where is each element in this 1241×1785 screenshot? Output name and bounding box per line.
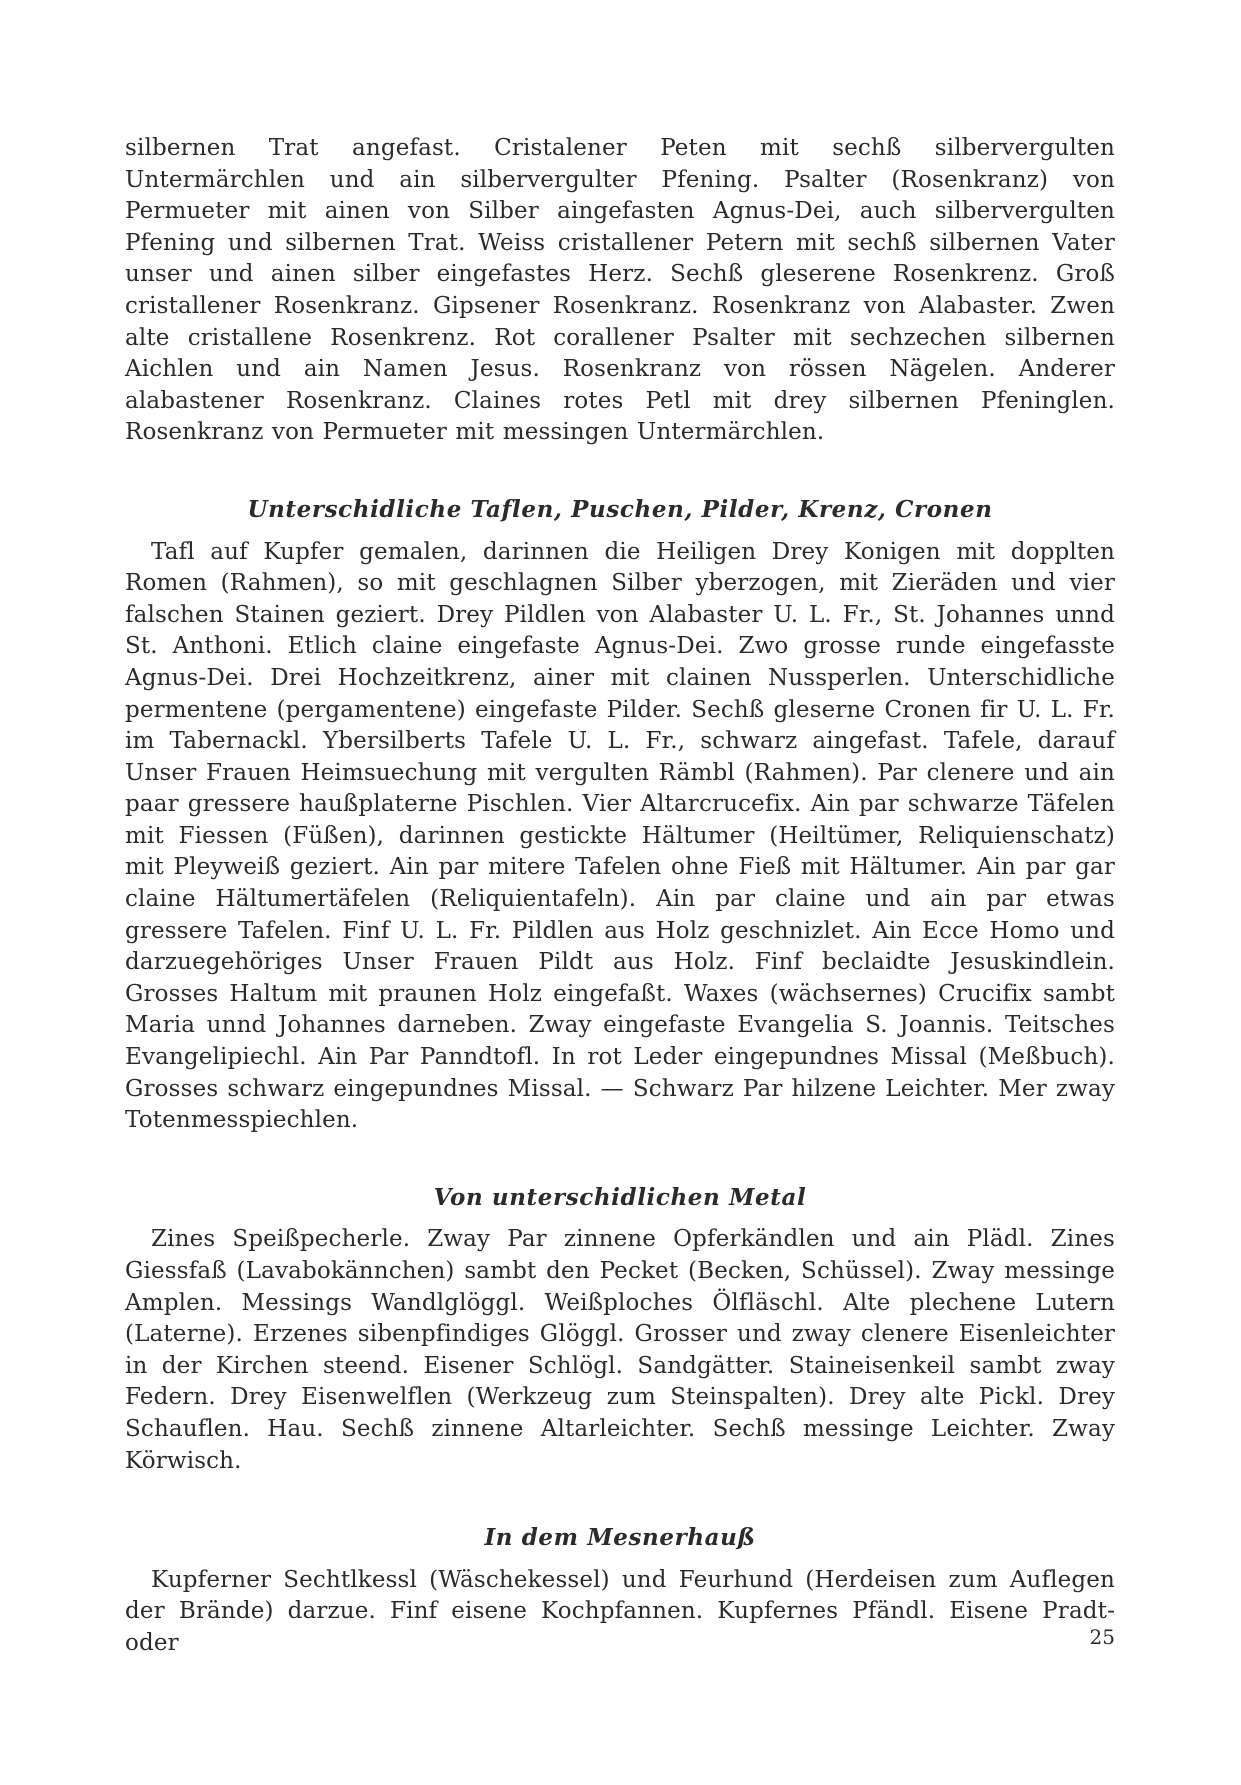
section-paragraph-metal: Zines Speißpecherle. Zway Par zinnene Opferkändlen und ain Plädl. Zines Giessfaß (Lavabokännchen) sambt den Pecket (Becken, Schüssel). Zway messinge Amplen. Messings Wandlglöggl. Weißploches Ölfläschl. Alte plechene Lutern (Laterne). Erzenes sibenpfindiges Glöggl. Grosser und zway clenere Eisenleichter in der Kirchen steend. Eisener Schlögl. Sandgätter. Staineisenkeil sambt zway Federn. Drey Eisenwelflen (Werkzeug zum Steinspalten). Drey alte Pickl. Drey Schauflen. Hau. Sechß zinnene Altarleichter. Sechß messinge Leichter. Zway Körwisch.	[125, 1226, 1115, 1474]
section-heading-mesnerhaus: In dem Mesnerhauß	[484, 1524, 756, 1552]
section-heading-metal: Von unterschidlichen Metal	[433, 1183, 807, 1211]
section-paragraph-mesnerhaus: Kupferner Sechtlkessl (Wäschekessel) und Feurhund (Herdeisen zum Auflegen der Brände) darzue. Finf eisene Kochpfannen. Kupfernes Pfändl. Eisene Pradt- oder	[125, 1566, 1115, 1656]
section-heading-taflen: Unterschidliche Taflen, Puschen, Pilder, Krenz, Cronen	[247, 495, 993, 523]
section-paragraph-taflen: Tafl auf Kupfer gemalen, darinnen die Heiligen Drey Konigen mit dopplten Romen (Rahmen), so mit geschlagnen Silber yberzogen, mit Zieräden und vier falschen Stainen geziert. Drey Pildlen von Alabaster U. L. Fr., St. Johannes unnd St. Anthoni. Etlich claine eingefaste Agnus-Dei. Zwo grosse runde eingefasste Agnus-Dei. Drei Hochzeitkrenz, ainer mit clainen Nussperlen. Unterschidliche permentene (pergamentene) eingefaste Pilder. Sechß gleserne Cronen fir U. L. Fr. im Tabernackl. Ybersilberts Tafele U. L. Fr., schwarz aingefast. Tafele, darauf Unser Frauen Heimsuechung mit vergulten Rämbl (Rahmen). Par clenere und ain paar gressere haußplaterne Pischlen. Vier Altarcrucefix. Ain par schwarze Täfelen mit Fiessen (Füßen), darinnen gestickte Hältumer (Heiltümer, Reliquienschatz) mit Pleyweiß geziert. Ain par mitere Tafelen ohne Fieß mit Hältumer. Ain par gar claine Hältumertäfelen (Reliquientafeln). Ain par claine und ain par etwas gressere Tafelen. Finf U. L. Fr. Pildlen aus Holz geschnizlet. Ain Ecce Homo und darzuegehöriges Unser Frauen Pildt aus Holz. Finf beclaidte Jesuskindlein. Grosses Haltum mit praunen Holz eingefaßt. Waxes (wächsernes) Crucifix sambt Maria unnd Johannes darneben. Zway eingefaste Evangelia S. Joannis. Teitsches Evangelipiechl. Ain Par Panndtofl. In rot Leder eingepundnes Missal (Meßbuch). Grosses schwarz eingepundnes Missal. — Schwarz Par hilzene Leichter. Mer zway Totenmesspiechlen.	[125, 538, 1115, 1134]
page-number: 25	[1089, 1625, 1115, 1649]
document-page	[125, 133, 1115, 1660]
intro-paragraph: silbernen Trat angefast. Cristalener Peten mit sechß silbervergulten Untermärchlen und ain silbervergulter Pfening. Psalter (Rosenkranz) von Permueter mit ainen von Silber aingefasten Agnus-Dei, auch silbervergulten Pfening und silbernen Trat. Weiss cristallener Petern mit sechß silbernen Vater unser und ainen silber eingefastes Herz. Sechß gleserene Rosenkrenz. Groß cristallener Rosenkranz. Gipsener Rosenkranz. Rosenkranz von Alabaster. Zwen alte cristallene Rosenkrenz. Rot corallener Psalter mit sechzechen silbernen Aichlen und ain Namen Jesus. Rosenkranz von rössen Nägelen. Anderer alabastener Rosenkranz. Claines rotes Petl mit drey silbernen Pfeninglen. Rosenkranz von Permueter mit messingen Untermärchlen.	[125, 135, 1115, 446]
